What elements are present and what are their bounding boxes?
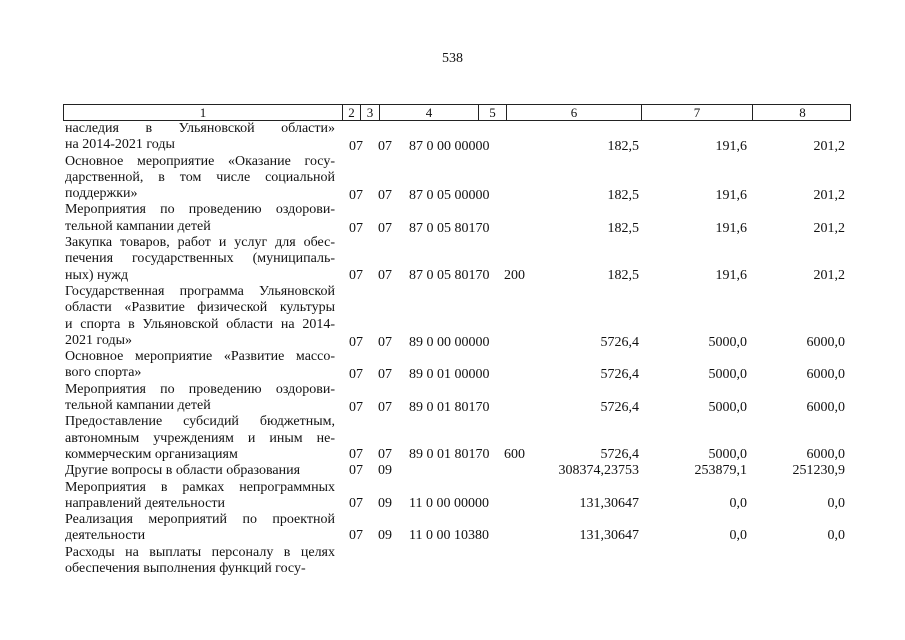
row-name-line: Мероприятия по проведению оздорови- <box>65 202 335 218</box>
row-name-line: области «Развитие физической культуры <box>65 300 335 316</box>
row-section: 07 <box>349 528 363 544</box>
row-target-code: 11 0 00 10380 <box>409 528 489 544</box>
row-expense-type: 600 <box>504 446 525 462</box>
row-amount-col7: 5000,0 <box>708 400 747 416</box>
row-name <box>65 284 335 349</box>
row-name-line: Мероприятия по проведению оздорови- <box>65 381 335 397</box>
row-subsection: 07 <box>378 400 392 416</box>
row-name-line: Основное мероприятие «Развитие массо- <box>65 349 335 365</box>
row-target-code: 89 0 01 00000 <box>409 367 490 383</box>
row-section: 07 <box>349 188 363 204</box>
row-name-line: 2021 годы» <box>65 332 133 348</box>
table-row <box>65 349 851 382</box>
row-name-line: ных) нужд <box>65 267 129 283</box>
row-name-line: вого спорта» <box>65 365 142 381</box>
row-name <box>65 382 335 415</box>
row-name-line: Расходы на выплаты персоналу в целях <box>65 544 335 560</box>
row-section: 07 <box>349 463 363 479</box>
row-name <box>65 235 335 284</box>
table-row <box>65 121 851 154</box>
row-name-line: и спорта в Ульяновской области на 2014- <box>65 316 335 332</box>
row-name-line: деятельности <box>65 528 146 544</box>
row-amount-col7: 191,6 <box>715 220 747 236</box>
table-row <box>65 382 851 415</box>
row-name-line: дарственной, в том числе социальной <box>65 169 335 185</box>
row-amount-col8: 251230,9 <box>792 463 845 479</box>
row-amount-col6: 5726,4 <box>600 334 639 350</box>
table-row <box>65 414 851 463</box>
row-amount-col7: 0,0 <box>729 495 747 511</box>
row-amount-col6: 308374,23753 <box>558 463 639 479</box>
row-subsection: 09 <box>378 528 392 544</box>
row-name-line: коммерческим организациям <box>65 446 238 462</box>
row-amount-col8: 6000,0 <box>806 446 845 462</box>
table-row <box>65 235 851 284</box>
row-name-line: Другие вопросы в области образования <box>65 463 301 479</box>
row-amount-col8: 201,2 <box>813 188 845 204</box>
row-amount-col7: 191,6 <box>715 139 747 155</box>
row-amount-col8: 0,0 <box>827 495 845 511</box>
row-target-code: 87 0 05 80170 <box>409 267 490 283</box>
header-col-7: 7 <box>641 105 752 120</box>
row-name <box>65 463 335 479</box>
row-amount-col8: 6000,0 <box>806 400 845 416</box>
row-target-code: 87 0 00 00000 <box>409 139 490 155</box>
row-amount-col6: 5726,4 <box>600 367 639 383</box>
row-amount-col6: 182,5 <box>607 188 639 204</box>
row-name-line: печения государственных (муниципаль- <box>65 251 335 267</box>
row-name-line: Мероприятия в рамках непрограммных <box>65 479 335 495</box>
row-amount-col6: 182,5 <box>607 220 639 236</box>
row-name <box>65 202 335 235</box>
row-name-line: тельной кампании детей <box>65 398 211 414</box>
row-section: 07 <box>349 495 363 511</box>
table-row <box>65 202 851 235</box>
table-row <box>65 545 851 578</box>
row-amount-col7: 5000,0 <box>708 367 747 383</box>
header-col-3: 3 <box>360 105 379 120</box>
row-amount-col7: 253879,1 <box>694 463 747 479</box>
row-name-line: тельной кампании детей <box>65 218 211 234</box>
row-name <box>65 414 335 463</box>
row-subsection: 07 <box>378 139 392 155</box>
header-col-5: 5 <box>478 105 506 120</box>
row-name <box>65 512 335 545</box>
row-name <box>65 349 335 382</box>
row-target-code: 89 0 00 00000 <box>409 334 490 350</box>
row-amount-col6: 5726,4 <box>600 446 639 462</box>
row-amount-col6: 182,5 <box>607 139 639 155</box>
row-name-line: Государственная программа Ульяновской <box>65 283 335 299</box>
row-name-line: Реализация мероприятий по проектной <box>65 512 335 528</box>
table-header <box>63 104 851 121</box>
header-col-1: 1 <box>199 105 207 120</box>
row-target-code: 11 0 00 00000 <box>409 495 489 511</box>
row-target-code: 87 0 05 80170 <box>409 220 490 236</box>
row-target-code: 89 0 01 80170 <box>409 446 490 462</box>
row-section: 07 <box>349 446 363 462</box>
row-name <box>65 545 335 578</box>
row-amount-col7: 5000,0 <box>708 334 747 350</box>
row-amount-col7: 5000,0 <box>708 446 747 462</box>
row-amount-col6: 131,30647 <box>579 528 639 544</box>
row-subsection: 09 <box>378 463 392 479</box>
row-target-code: 89 0 01 80170 <box>409 400 490 416</box>
row-subsection: 07 <box>378 367 392 383</box>
row-name-line: поддержки» <box>65 186 138 202</box>
table-row <box>65 480 851 513</box>
row-subsection: 09 <box>378 495 392 511</box>
row-name-line: Закупка товаров, работ и услуг для обес- <box>65 235 335 251</box>
header-col-6: 6 <box>506 105 641 120</box>
table-row <box>65 463 851 479</box>
row-amount-col7: 191,6 <box>715 267 747 283</box>
row-amount-col8: 201,2 <box>813 220 845 236</box>
table-row <box>65 284 851 349</box>
row-name-line: Основное мероприятие «Оказание госу- <box>65 153 335 169</box>
row-amount-col8: 6000,0 <box>806 367 845 383</box>
row-subsection: 07 <box>378 446 392 462</box>
row-subsection: 07 <box>378 220 392 236</box>
row-amount-col7: 0,0 <box>729 528 747 544</box>
row-name-line: обеспечения выполнения функций госу- <box>65 561 306 577</box>
header-col-8: 8 <box>752 105 852 120</box>
header-col-2: 2 <box>342 105 360 120</box>
row-amount-col6: 182,5 <box>607 267 639 283</box>
budget-table <box>65 121 851 577</box>
row-amount-col8: 201,2 <box>813 139 845 155</box>
row-amount-col6: 131,30647 <box>579 495 639 511</box>
row-name-line: на 2014-2021 годы <box>65 137 175 153</box>
row-name <box>65 480 335 513</box>
row-section: 07 <box>349 139 363 155</box>
row-amount-col7: 191,6 <box>715 188 747 204</box>
row-name <box>65 154 335 203</box>
row-subsection: 07 <box>378 188 392 204</box>
row-section: 07 <box>349 267 363 283</box>
row-amount-col8: 0,0 <box>827 528 845 544</box>
row-amount-col8: 201,2 <box>813 267 845 283</box>
row-section: 07 <box>349 367 363 383</box>
row-name-line: наследия в Ульяновской области» <box>65 121 335 136</box>
row-name <box>65 121 335 154</box>
row-subsection: 07 <box>378 334 392 350</box>
row-amount-col8: 6000,0 <box>806 334 845 350</box>
row-section: 07 <box>349 334 363 350</box>
table-row <box>65 154 851 203</box>
row-amount-col6: 5726,4 <box>600 400 639 416</box>
table-row <box>65 512 851 545</box>
row-section: 07 <box>349 400 363 416</box>
row-name-line: автономным учреждениям и иным не- <box>65 430 335 446</box>
row-section: 07 <box>349 220 363 236</box>
row-expense-type: 200 <box>504 267 525 283</box>
row-target-code: 87 0 05 00000 <box>409 188 490 204</box>
row-subsection: 07 <box>378 267 392 283</box>
header-col-4: 4 <box>379 105 478 120</box>
page-number: 538 <box>442 51 463 66</box>
row-name-line: Предоставление субсидий бюджетным, <box>65 414 335 430</box>
row-name-line: направлений деятельности <box>65 495 225 511</box>
